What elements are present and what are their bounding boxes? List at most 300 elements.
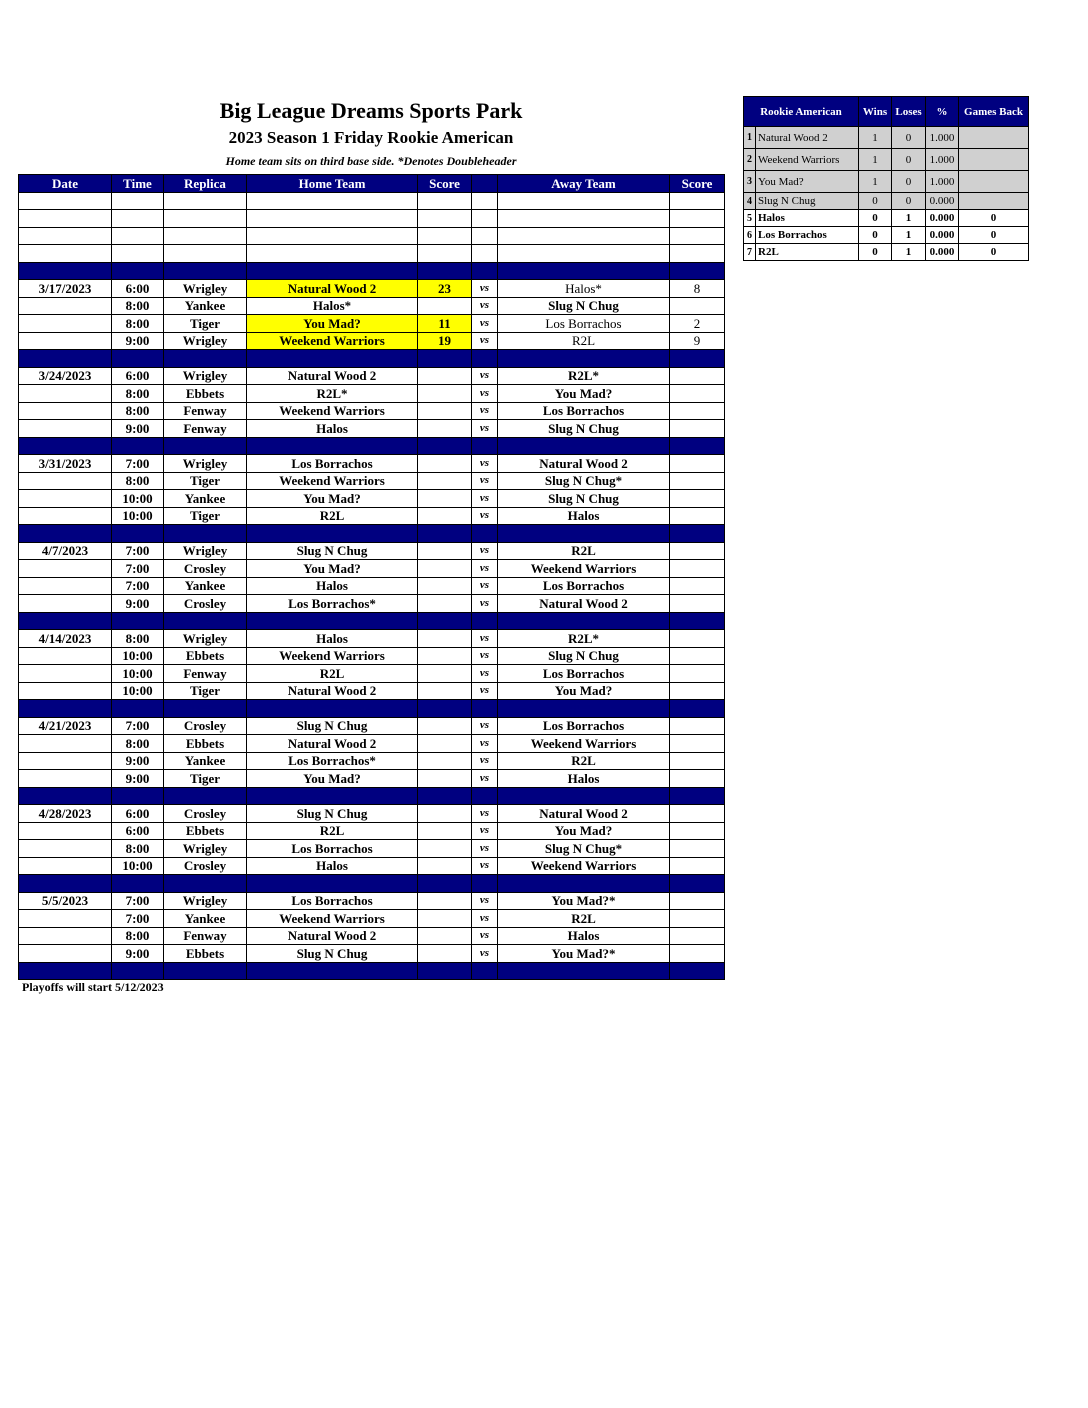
home-score	[418, 542, 472, 560]
standings-team: Los Borrachos	[756, 227, 859, 244]
game-date: 4/7/2023	[19, 542, 112, 560]
home-team: Natural Wood 2	[247, 927, 418, 945]
standings-games-back: 0	[959, 227, 1029, 244]
game-row	[19, 280, 725, 298]
versus-label: vs	[472, 367, 498, 385]
game-time: 9:00	[112, 595, 164, 613]
game-row	[19, 402, 725, 420]
game-date: 4/21/2023	[19, 717, 112, 735]
separator-cell	[418, 437, 472, 455]
versus-label: vs	[472, 682, 498, 700]
field-replica: Crosley	[164, 595, 247, 613]
home-score: 19	[418, 332, 472, 350]
week-separator-row	[19, 962, 725, 980]
game-row	[19, 945, 725, 963]
home-team: Natural Wood 2	[247, 735, 418, 753]
game-date	[19, 297, 112, 315]
home-score	[418, 717, 472, 735]
home-team: R2L*	[247, 385, 418, 403]
home-team: Weekend Warriors	[247, 332, 418, 350]
standings-pct: 0.000	[926, 227, 959, 244]
game-date	[19, 857, 112, 875]
game-date	[19, 910, 112, 928]
standings-pct: 1.000	[926, 171, 959, 193]
away-team: Los Borrachos	[498, 315, 670, 333]
game-time: 9:00	[112, 945, 164, 963]
standings-rank: 4	[744, 193, 756, 210]
empty-cell	[112, 210, 164, 228]
game-time: 10:00	[112, 490, 164, 508]
separator-cell	[498, 350, 670, 368]
standings-col-division: Rookie American	[744, 97, 859, 127]
game-row	[19, 367, 725, 385]
standings-games-back: 0	[959, 210, 1029, 227]
home-score	[418, 455, 472, 473]
standings-games-back: 0	[959, 244, 1029, 261]
home-team: Los Borrachos*	[247, 595, 418, 613]
standings-loses: 1	[892, 227, 926, 244]
field-replica: Ebbets	[164, 385, 247, 403]
game-row	[19, 927, 725, 945]
field-replica: Ebbets	[164, 945, 247, 963]
game-time: 7:00	[112, 717, 164, 735]
field-replica: Yankee	[164, 910, 247, 928]
game-row	[19, 542, 725, 560]
game-date	[19, 927, 112, 945]
home-score	[418, 560, 472, 578]
separator-cell	[418, 962, 472, 980]
away-score	[670, 560, 725, 578]
versus-label: vs	[472, 455, 498, 473]
away-team: R2L*	[498, 367, 670, 385]
away-team: Los Borrachos	[498, 717, 670, 735]
game-row	[19, 910, 725, 928]
separator-cell	[19, 437, 112, 455]
home-team: You Mad?	[247, 315, 418, 333]
game-row	[19, 805, 725, 823]
field-replica: Yankee	[164, 752, 247, 770]
separator-cell	[418, 262, 472, 280]
separator-cell	[247, 875, 418, 893]
separator-cell	[19, 525, 112, 543]
standings-wins: 1	[859, 149, 892, 171]
versus-label: vs	[472, 402, 498, 420]
separator-cell	[19, 962, 112, 980]
game-row	[19, 822, 725, 840]
versus-label: vs	[472, 665, 498, 683]
field-replica: Crosley	[164, 805, 247, 823]
week-separator-row	[19, 525, 725, 543]
away-score: 9	[670, 332, 725, 350]
standings-wins: 0	[859, 227, 892, 244]
away-score	[670, 297, 725, 315]
home-score	[418, 840, 472, 858]
standings-wins: 1	[859, 127, 892, 149]
game-date	[19, 490, 112, 508]
separator-cell	[418, 525, 472, 543]
empty-cell	[472, 245, 498, 263]
versus-label: vs	[472, 892, 498, 910]
away-score	[670, 717, 725, 735]
home-team: Halos	[247, 630, 418, 648]
empty-cell	[112, 192, 164, 210]
empty-cell	[472, 192, 498, 210]
game-date	[19, 385, 112, 403]
game-row	[19, 840, 725, 858]
standings-rank: 3	[744, 171, 756, 193]
game-date: 3/24/2023	[19, 367, 112, 385]
game-row	[19, 682, 725, 700]
away-team: Natural Wood 2	[498, 595, 670, 613]
away-team: R2L	[498, 542, 670, 560]
away-team: Halos	[498, 927, 670, 945]
away-score: 2	[670, 315, 725, 333]
field-replica: Fenway	[164, 420, 247, 438]
away-team: You Mad?*	[498, 945, 670, 963]
home-team: Weekend Warriors	[247, 472, 418, 490]
empty-cell	[498, 245, 670, 263]
home-score	[418, 577, 472, 595]
separator-cell	[164, 875, 247, 893]
versus-label: vs	[472, 507, 498, 525]
empty-cell	[472, 210, 498, 228]
versus-label: vs	[472, 577, 498, 595]
away-team: Weekend Warriors	[498, 560, 670, 578]
empty-cell	[19, 245, 112, 263]
game-time: 7:00	[112, 910, 164, 928]
versus-label: vs	[472, 735, 498, 753]
game-row	[19, 455, 725, 473]
separator-cell	[498, 612, 670, 630]
game-time: 9:00	[112, 332, 164, 350]
standings-col-wins: Wins	[859, 97, 892, 127]
away-score	[670, 595, 725, 613]
game-date	[19, 472, 112, 490]
game-row	[19, 577, 725, 595]
home-score	[418, 892, 472, 910]
separator-cell	[472, 437, 498, 455]
versus-label: vs	[472, 910, 498, 928]
game-date: 3/31/2023	[19, 455, 112, 473]
home-score	[418, 472, 472, 490]
game-time: 6:00	[112, 367, 164, 385]
standings-row	[744, 149, 1029, 171]
empty-cell	[164, 227, 247, 245]
away-team: You Mad?*	[498, 892, 670, 910]
standings-team: Weekend Warriors	[756, 149, 859, 171]
page-subtitle: 2023 Season 1 Friday Rookie American	[228, 128, 514, 147]
versus-label: vs	[472, 595, 498, 613]
game-date	[19, 647, 112, 665]
empty-row	[19, 210, 725, 228]
separator-cell	[498, 962, 670, 980]
empty-cell	[247, 227, 418, 245]
away-score	[670, 945, 725, 963]
game-date	[19, 770, 112, 788]
standings-row	[744, 171, 1029, 193]
standings-team: You Mad?	[756, 171, 859, 193]
week-separator-row	[19, 350, 725, 368]
schedule-table	[18, 174, 725, 980]
separator-cell	[472, 262, 498, 280]
field-replica: Crosley	[164, 717, 247, 735]
game-date	[19, 752, 112, 770]
empty-cell	[19, 210, 112, 228]
separator-cell	[112, 437, 164, 455]
home-team: Halos	[247, 577, 418, 595]
standings-wins: 0	[859, 244, 892, 261]
game-time: 7:00	[112, 577, 164, 595]
game-time: 10:00	[112, 682, 164, 700]
field-replica: Yankee	[164, 297, 247, 315]
separator-cell	[112, 700, 164, 718]
away-score	[670, 665, 725, 683]
week-separator-row	[19, 262, 725, 280]
standings-row	[744, 127, 1029, 149]
field-replica: Wrigley	[164, 455, 247, 473]
empty-row	[19, 227, 725, 245]
versus-label: vs	[472, 542, 498, 560]
away-score	[670, 542, 725, 560]
separator-cell	[19, 875, 112, 893]
game-time: 8:00	[112, 315, 164, 333]
empty-cell	[418, 227, 472, 245]
away-team: R2L*	[498, 630, 670, 648]
away-team: You Mad?	[498, 822, 670, 840]
home-score	[418, 665, 472, 683]
away-score	[670, 770, 725, 788]
field-replica: Tiger	[164, 682, 247, 700]
game-date	[19, 735, 112, 753]
home-score	[418, 420, 472, 438]
versus-label: vs	[472, 927, 498, 945]
home-score	[418, 385, 472, 403]
home-team: Los Borrachos	[247, 840, 418, 858]
away-score	[670, 630, 725, 648]
separator-cell	[164, 700, 247, 718]
away-team: Natural Wood 2	[498, 455, 670, 473]
game-time: 7:00	[112, 542, 164, 560]
separator-cell	[164, 787, 247, 805]
standings-loses: 0	[892, 149, 926, 171]
col-vs	[472, 175, 498, 193]
empty-cell	[112, 245, 164, 263]
game-row	[19, 892, 725, 910]
game-time: 6:00	[112, 822, 164, 840]
separator-cell	[418, 787, 472, 805]
away-team: Halos	[498, 507, 670, 525]
empty-cell	[247, 245, 418, 263]
game-time: 9:00	[112, 752, 164, 770]
home-team: You Mad?	[247, 560, 418, 578]
home-team: Natural Wood 2	[247, 367, 418, 385]
game-row	[19, 560, 725, 578]
versus-label: vs	[472, 420, 498, 438]
home-team: Slug N Chug	[247, 945, 418, 963]
game-row	[19, 735, 725, 753]
game-time: 8:00	[112, 735, 164, 753]
standings-row	[744, 210, 1029, 227]
field-replica: Tiger	[164, 315, 247, 333]
separator-cell	[112, 525, 164, 543]
separator-cell	[472, 525, 498, 543]
home-score	[418, 297, 472, 315]
empty-cell	[164, 245, 247, 263]
separator-cell	[670, 787, 725, 805]
home-team: Los Borrachos	[247, 892, 418, 910]
separator-cell	[498, 525, 670, 543]
separator-cell	[498, 875, 670, 893]
home-score	[418, 770, 472, 788]
away-team: Slug N Chug	[498, 420, 670, 438]
away-team: You Mad?	[498, 682, 670, 700]
empty-row	[19, 245, 725, 263]
separator-cell	[19, 612, 112, 630]
versus-label: vs	[472, 630, 498, 648]
away-team: Slug N Chug*	[498, 472, 670, 490]
away-team: R2L	[498, 332, 670, 350]
empty-cell	[247, 210, 418, 228]
away-team: You Mad?	[498, 385, 670, 403]
separator-cell	[19, 262, 112, 280]
separator-cell	[19, 787, 112, 805]
field-replica: Fenway	[164, 665, 247, 683]
field-replica: Ebbets	[164, 735, 247, 753]
separator-cell	[19, 700, 112, 718]
away-team: Los Borrachos	[498, 577, 670, 595]
home-score	[418, 927, 472, 945]
separator-cell	[670, 350, 725, 368]
home-team: Halos	[247, 420, 418, 438]
home-score	[418, 682, 472, 700]
schedule-header-row	[19, 175, 725, 193]
separator-cell	[498, 787, 670, 805]
week-separator-row	[19, 787, 725, 805]
standings-pct: 0.000	[926, 210, 959, 227]
col-replica: Replica	[164, 175, 247, 193]
separator-cell	[498, 437, 670, 455]
field-replica: Wrigley	[164, 367, 247, 385]
game-date	[19, 577, 112, 595]
empty-cell	[418, 245, 472, 263]
separator-cell	[498, 262, 670, 280]
home-score	[418, 805, 472, 823]
field-replica: Crosley	[164, 857, 247, 875]
separator-cell	[247, 525, 418, 543]
game-date	[19, 822, 112, 840]
col-date: Date	[19, 175, 112, 193]
standings-wins: 0	[859, 210, 892, 227]
away-score	[670, 367, 725, 385]
standings-games-back	[959, 171, 1029, 193]
empty-cell	[247, 192, 418, 210]
home-team: You Mad?	[247, 490, 418, 508]
game-time: 10:00	[112, 507, 164, 525]
game-row	[19, 630, 725, 648]
separator-cell	[112, 875, 164, 893]
week-separator-row	[19, 875, 725, 893]
field-replica: Wrigley	[164, 542, 247, 560]
away-team: Weekend Warriors	[498, 857, 670, 875]
versus-label: vs	[472, 752, 498, 770]
separator-cell	[112, 787, 164, 805]
versus-label: vs	[472, 717, 498, 735]
game-row	[19, 385, 725, 403]
game-date	[19, 840, 112, 858]
separator-cell	[670, 262, 725, 280]
game-date	[19, 595, 112, 613]
away-score	[670, 385, 725, 403]
game-time: 8:00	[112, 402, 164, 420]
versus-label: vs	[472, 840, 498, 858]
separator-cell	[670, 437, 725, 455]
home-team: Halos*	[247, 297, 418, 315]
field-replica: Yankee	[164, 490, 247, 508]
home-team: Los Borrachos*	[247, 752, 418, 770]
standings-col-pct: %	[926, 97, 959, 127]
game-row	[19, 490, 725, 508]
separator-cell	[164, 525, 247, 543]
standings-games-back	[959, 193, 1029, 210]
game-row	[19, 717, 725, 735]
home-team: Slug N Chug	[247, 717, 418, 735]
separator-cell	[670, 700, 725, 718]
away-score	[670, 840, 725, 858]
separator-cell	[472, 700, 498, 718]
standings-header-row	[744, 97, 1029, 127]
home-score	[418, 490, 472, 508]
versus-label: vs	[472, 647, 498, 665]
field-replica: Fenway	[164, 927, 247, 945]
home-team: Natural Wood 2	[247, 280, 418, 298]
home-score	[418, 945, 472, 963]
home-team: Weekend Warriors	[247, 910, 418, 928]
standings-loses: 1	[892, 210, 926, 227]
separator-cell	[164, 350, 247, 368]
away-score	[670, 402, 725, 420]
empty-cell	[670, 210, 725, 228]
home-score	[418, 857, 472, 875]
versus-label: vs	[472, 857, 498, 875]
away-score	[670, 752, 725, 770]
away-score	[670, 420, 725, 438]
home-score	[418, 507, 472, 525]
game-date	[19, 420, 112, 438]
game-date: 4/14/2023	[19, 630, 112, 648]
game-time: 9:00	[112, 770, 164, 788]
standings-rank: 6	[744, 227, 756, 244]
field-replica: Wrigley	[164, 840, 247, 858]
empty-cell	[670, 245, 725, 263]
standings-loses: 0	[892, 171, 926, 193]
week-separator-row	[19, 437, 725, 455]
home-score	[418, 910, 472, 928]
away-score	[670, 805, 725, 823]
versus-label: vs	[472, 945, 498, 963]
versus-label: vs	[472, 297, 498, 315]
standings-team: Halos	[756, 210, 859, 227]
standings-wins: 0	[859, 193, 892, 210]
home-team: Weekend Warriors	[247, 402, 418, 420]
away-team: Slug N Chug	[498, 297, 670, 315]
col-home-score: Score	[418, 175, 472, 193]
game-row	[19, 752, 725, 770]
home-team: Halos	[247, 857, 418, 875]
away-team: Halos*	[498, 280, 670, 298]
versus-label: vs	[472, 490, 498, 508]
standings-loses: 0	[892, 127, 926, 149]
week-separator-row	[19, 700, 725, 718]
